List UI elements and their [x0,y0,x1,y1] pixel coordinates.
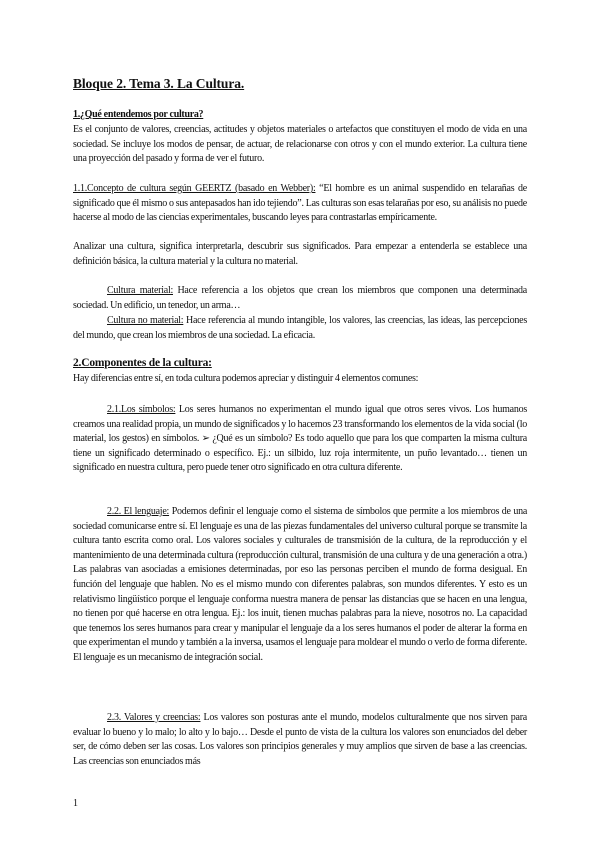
section-1-heading: 1.¿Qué entendemos por cultura? [73,109,204,120]
material-culture-paragraph [73,284,527,313]
section-2-heading: 2.Componentes de la cultura: [73,357,212,369]
nonmaterial-culture-paragraph [73,314,527,343]
symbols-paragraph [73,403,527,476]
material-culture-label: Cultura material: [107,285,173,296]
values-text: Los valores son posturas ante el mundo, modelos culturalmente que nos sirven para evaluar lo bueno y lo malo; lo alto y lo bajo… Desde el punto de vista de la cultura los valores son enunciados del deber ser, de cómo deben ser las cosas. Los valores son principios generales y muy amplios que sirven de base a las creencias. Las creencias son enunciados más [73,712,527,767]
language-paragraph [73,505,527,666]
language-label: 2.2. El lenguaje: [107,506,170,517]
values-label: 2.3. Valores y creencias: [107,712,201,723]
concept-label: 1.1.Concepto de cultura según GEERTZ (basado en Webber): [73,183,316,194]
page-number: 1 [73,798,78,809]
concept-text: “El hombre es un animal suspendido en telarañas de significado que él mismo o sus antepasados han ido tejiendo”. Las culturas son esas telarañas por eso, su análisis no puede hacerse al modo de las ciencias experimentales, buscando leyes para contrastarlas empíricamente. [73,183,527,224]
analysis-paragraph: Analizar una cultura, significa interpretarla, descubrir sus significados. Para empezar a entenderla se establece una definición básica, la cultura material y la cultura no material. [73,241,527,267]
language-text: Podemos definir el lenguaje como el sistema de símbolos que permite a los miembros de una sociedad comunicarse entre sí. El lenguaje es una de las piezas fundamentales del universo cultural porque se transmite la cultura tanto escrita como oral. Los valores sociales y culturales de transmisión de la cultura, de la reproducción y el mantenimiento de una determinada cultura (reproducción cultural, transmisión de una cultura y de una generación a otra.) Las palabras van asociadas a emisiones determinadas, por eso las personas perciben el mundo de forma desigual. En función del lenguaje que hablen. No es el mismo mundo con diferentes palabras, son mundos diferentes. Y esto es un relativismo lingüístico porque el lenguaje conforma nuestra manera de pensar las distancias que se hacen en una lengua, no tienen por qué hacerse en otra lengua. Ej.: los inuit, tienen muchas palabras para la nieve, nosotros no. La capacidad que tenemos los seres humanos para crear y manipular el lenguaje da a los seres humanos el poder de alterar la forma en que experimentan el mundo y también a la inversa, usamos el lenguaje para moldear el mundo o verlo de forma diferente. El lenguaje es un mecanismo de integración social. [73,506,528,663]
symbols-label: 2.1.Los símbolos: [107,404,176,415]
concept-paragraph [73,182,527,226]
nonmaterial-culture-text: Hace referencia al mundo intangible, los valores, las creencias, las ideas, las percepciones del mundo, que crean los miembros de una sociedad. La eficacia. [73,315,527,341]
document-title: Bloque 2. Tema 3. La Cultura. [73,76,245,91]
section-2-intro: Hay diferencias entre sí, en toda cultura podemos apreciar y distinguir 4 elementos comunes: [73,373,419,384]
nonmaterial-culture-label: Cultura no material: [107,315,184,326]
symbols-text: Los seres humanos no experimentan el mundo igual que otros seres vivos. Los humanos creamos una realidad propia, un mundo de significados y lo hacemos 23 transformando los elementos de la vida social (lo material, los gestos) en símbolos. ➢ ¿Qué es un símbolo? Es todo aquello que para los que comparten la misma cultura tiene un significado determinado o específico. Ej.: un silbido, luz roja intermitente, un puño levantado… tienen un significado en nuestra cultura, pero puede tener otro significado en otra cultura diferente. [73,404,527,474]
material-culture-text: Hace referencia a los objetos que crean los miembros que componen una determinada sociedad. Un edificio, un tenedor, un arma… [73,285,527,311]
values-paragraph [73,711,527,769]
section-1-intro: Es el conjunto de valores, creencias, actitudes y objetos materiales o artefactos que constituyen el modo de vida en una sociedad. Se incluye los modos de pensar, de actuar, de relacionarse con otros y con el mundo exterior. La cultura tiene una proyección del pasado y forma de ver el futuro. [73,124,527,165]
